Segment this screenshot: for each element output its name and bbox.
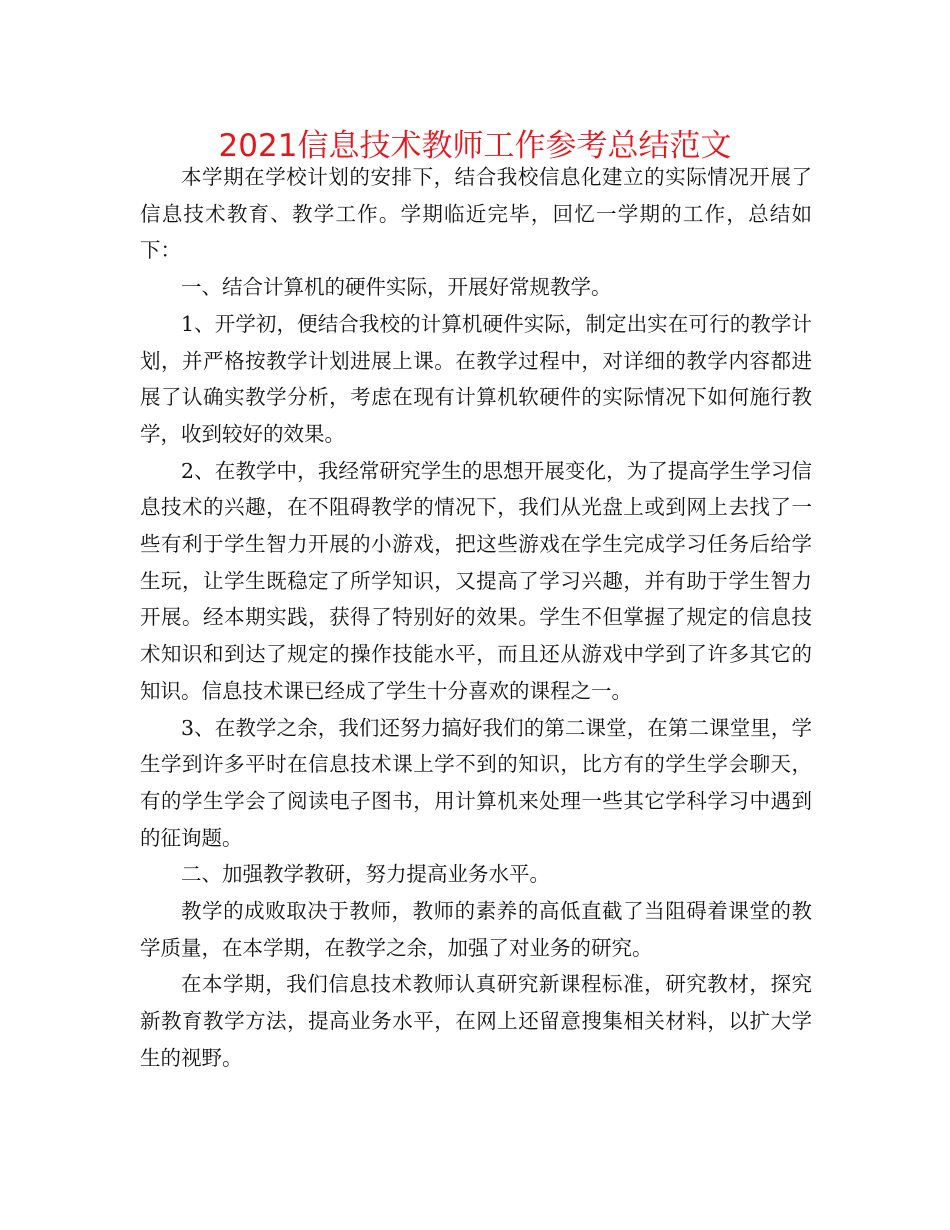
paragraph-teacher-research: 在本学期，我们信息技术教师认真研究新课程标准，研究教材，探究新教育教学方法，提高业务水平，在网上还留意搜集相关材料，以扩大学生的视野。 bbox=[140, 972, 812, 1070]
paragraph-teaching-quality: 教学的成败取决于教师，教师的素养的高低直截了当阻碍着课堂的教学质量，在本学期，在教学之余，加强了对业务的研究。 bbox=[140, 899, 812, 960]
heading-section-2: 二、加强教学教研，努力提高业务水平。 bbox=[181, 862, 550, 887]
paragraph-intro: 本学期在学校计划的安排下，结合我校信息化建立的实际情况开展了信息技术教育、教学工作。学期临近完毕，回忆一学期的工作，总结如下： bbox=[140, 165, 812, 263]
paragraph-item-2: 2、在教学中，我经常研究学生的思想开展变化，为了提高学生学习信息技术的兴趣，在不阻碍教学的情况下，我们从光盘上或到网上去找了一些有利于学生智力开展的小游戏，把这些游戏在学生完成学习任务后给学生玩，让学生既稳定了所学知识，又提高了学习兴趣，并有助于学生智力开展。经本期实践，获得了特别好的效果。学生不但掌握了规定的信息技术知识和到达了规定的操作技能水平，而且还从游戏中学到了许多其它的知识。信息技术课已经成了学生十分喜欢的课程之一。 bbox=[140, 458, 812, 703]
document-title: 2021信息技术教师工作参考总结范文 bbox=[218, 128, 732, 164]
paragraph-item-3: 3、在教学之余，我们还努力搞好我们的第二课堂，在第二课堂里，学生学到许多平时在信息技术课上学不到的知识，比方有的学生学会聊天，有的学生学会了阅读电子图书，用计算机来处理一些其它学科学习中遇到的征询题。 bbox=[140, 715, 812, 850]
paragraph-item-1: 1、开学初，便结合我校的计算机硬件实际，制定出实在可行的教学计划，并严格按教学计划进展上课。在教学过程中，对详细的教学内容都进展了认确实教学分析，考虑在现有计算机软硬件的实际情况下如何施行教学，收到较好的效果。 bbox=[140, 311, 812, 446]
document-body bbox=[140, 159, 812, 1077]
heading-section-1: 一、结合计算机的硬件实际，开展好常规教学。 bbox=[181, 275, 612, 300]
